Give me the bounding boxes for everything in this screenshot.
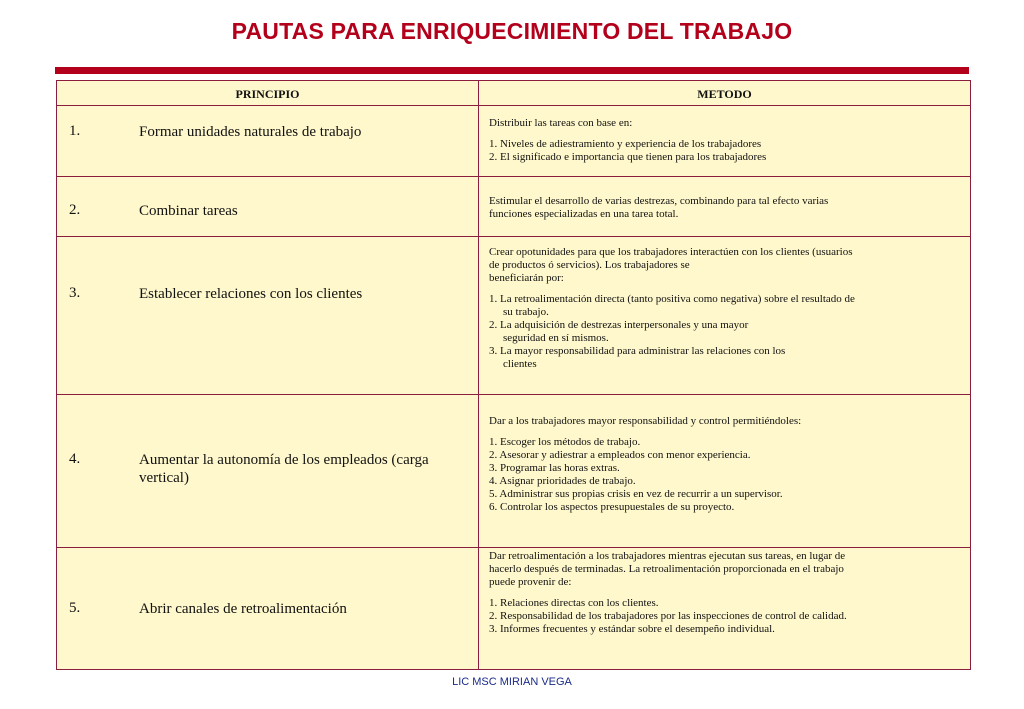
table-row [57,395,970,548]
header-principle: PRINCIPIO [235,87,300,101]
method-line: 2. La adquisición de destrezas interpersonales y una mayor [489,319,749,331]
method-line: su trabajo. [503,306,549,318]
method-line: 6. Controlar los aspectos presupuestales de su proyecto. [489,501,735,513]
method-line: 1. La retroalimentación directa (tanto positiva como negativa) sobre el resultado de [489,293,855,305]
row-method [489,195,959,221]
method-line: 2. Asesorar y adiestrar a empleados con menor experiencia. [489,449,751,461]
row-number: 4. [69,451,81,467]
table-row [57,177,970,237]
row-number: 1. [69,123,81,139]
method-line: clientes [503,358,537,370]
method-line: Dar a los trabajadores mayor responsabilidad y control permitiéndoles: [489,415,802,427]
method-line: beneficiarán por: [489,272,564,284]
method-line: 1. Escoger los métodos de trabajo. [489,436,641,448]
method-line: 5. Administrar sus propias crisis en vez de recurrir a un supervisor. [489,488,783,500]
method-line: 2. Responsabilidad de los trabajadores por las inspecciones de control de calidad. [489,610,847,622]
method-line: 1. Niveles de adiestramiento y experiencia de los trabajadores [489,138,762,150]
guidelines-table [56,80,971,670]
title-underline-bar [55,67,969,74]
row-method [489,117,959,164]
row-principle: Establecer relaciones con los clientes [139,286,363,302]
page-title: PAUTAS PARA ENRIQUECIMIENTO DEL TRABAJO [231,18,793,44]
table-row [57,548,970,669]
method-line: 1. Relaciones directas con los clientes. [489,597,659,609]
row-number: 3. [69,285,81,301]
row-number: 2. [69,202,81,218]
method-line: 2. El significado e importancia que tienen para los trabajadores [489,151,767,163]
row-method [489,550,959,636]
method-line: puede provenir de: [489,576,572,588]
method-line: Crear opotunidades para que los trabajadores interactúen con los clientes (usuarios [489,246,853,258]
method-line: de productos ó servicios). Los trabajadores se [489,259,690,271]
row-principle: Abrir canales de retroalimentación [139,601,347,617]
row-method [489,415,959,514]
row-principle: Formar unidades naturales de trabajo [139,124,362,140]
method-line: Estimular el desarrollo de varias destrezas, combinando para tal efecto varias [489,195,829,207]
method-line: 4. Asignar prioridades de trabajo. [489,475,636,487]
method-line: hacerlo después de terminadas. La retroalimentación proporcionada en el trabajo [489,563,844,575]
table-header-row [57,81,970,106]
table-row [57,105,970,177]
header-method: METODO [697,87,752,101]
method-line: 3. Informes frecuentes y estándar sobre el desempeño individual. [489,623,775,635]
method-line: Distribuir las tareas con base en: [489,117,633,129]
row-method [489,246,959,371]
method-line: seguridad en sí mismos. [503,332,609,344]
method-line: Dar retroalimentación a los trabajadores mientras ejecutan sus tareas, en lugar de [489,550,846,562]
row-principle: Combinar tareas [139,203,238,219]
method-line: 3. La mayor responsabilidad para administrar las relaciones con los [489,345,786,357]
footer-author: LIC MSC MIRIAN VEGA [452,676,572,688]
row-number: 5. [69,600,81,616]
row-principle: Aumentar la autonomía de los empleados (carga vertical) [139,452,429,486]
method-line: 3. Programar las horas extras. [489,462,620,474]
table-row [57,237,970,395]
method-line: funciones especializadas en una tarea total. [489,208,679,220]
